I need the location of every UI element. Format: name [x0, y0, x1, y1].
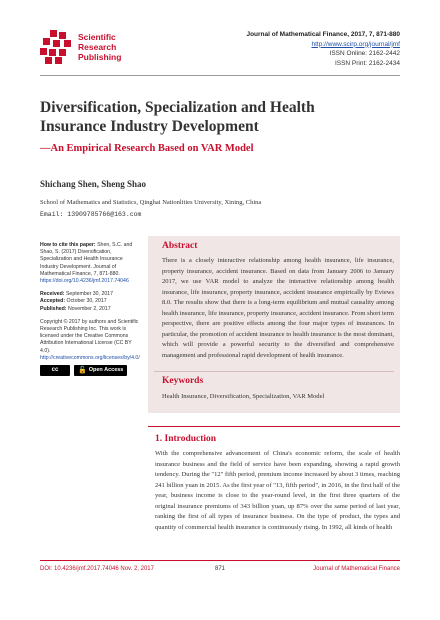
footer-doi: DOI: 10.4236/jmf.2017.74046 Nov. 2, 2017: [40, 566, 154, 572]
cc-by-badge-icon: cc: [40, 365, 70, 376]
copyright-block: Copyright © 2017 by authors and Scientific Research Publishing Inc. This work is licensed under the Creative Commons Attribution International License (CC BY 4.0). http://creativecommons.org/licenses/by/4.0/ cc 🔓 Open Access: [40, 319, 142, 376]
header-divider: [40, 75, 400, 76]
journal-url-link[interactable]: http://www.scirp.org/journal/jmf: [311, 40, 400, 48]
introduction-divider: [148, 426, 400, 427]
dates-block: Received: September 30, 2017 Accepted: October 30, 2017 Published: November 2, 2017: [40, 291, 113, 312]
introduction-heading: 1. Introduction: [155, 434, 217, 444]
footer-divider: [40, 560, 400, 561]
page-number: 871: [215, 566, 226, 572]
open-lock-icon: 🔓: [78, 366, 87, 374]
paper-title: Diversification, Specialization and Health Insurance Industry Development: [40, 99, 315, 135]
license-link[interactable]: http://creativecommons.org/licenses/by/4.0/: [40, 354, 140, 361]
publisher-name: Scientific Research Publishing: [78, 32, 122, 62]
paper-subtitle: —An Empirical Research Based on VAR Model: [40, 143, 254, 154]
abstract-text: There is a closely interactive relationship among health insurance, life insurance, property insurance, accident insurance. Based on data from January 2006 to January 2017, we use VAR model to analyze the interactive relationship among health insurance, life insurance, property insurance, accident insurance empirically by Eviews 8.0. The results show that there is a long-term equilibrium and mutual causality among health insurance, life insurance, property insurance, accident insurance. From short term perspective, there are positive effects among the four major types of insurances. In particular, the promotion of accident insurance to health insurance is the most dominant, which will provide a powerful security to the diversified and comprehensive management and professional rapid development of health insurance.: [162, 257, 394, 359]
issn-online: ISSN Online: 2162-2442: [329, 50, 400, 57]
abstract-divider: [154, 371, 394, 372]
citation-doi-link[interactable]: https://doi.org/10.4236/jmf.2017.74046: [40, 278, 129, 285]
footer-journal: Journal of Mathematical Finance: [313, 566, 400, 572]
open-access-badge: 🔓 Open Access: [74, 365, 127, 376]
keywords-heading: Keywords: [162, 376, 204, 386]
journal-citation: Journal of Mathematical Finance, 2017, 7, 871-880: [246, 31, 400, 38]
logo-grid-icon: [40, 30, 74, 64]
authors: Shichang Shen, Sheng Shao: [40, 179, 147, 189]
article-sidebar: [40, 242, 142, 382]
publisher-logo: [40, 30, 170, 70]
journal-header: [246, 30, 400, 68]
introduction-text: With the comprehensive advancement of China's economic reform, the scale of health insurance business and the field of service have been expanding, showing a rapid growth tendency. During the "12" fifth period, premium income increased by about 3 times, reaching 241 billion yuan in 2015. As the first year of "13, fifth period", in 2016, in the first half of the year, business income is close to the year-round level, in the first three quarters of the original insurance premiums of 343 billion yuan, up 87% over the same period of last year, ranking the first of all types of insurance business. On the type of product, the types and quantity of commercial health insurance is continuously rising. In 1992, all kinds of health: [155, 450, 400, 531]
citation-block: How to cite this paper: Shen, S.C. and Shao, S. (2017) Diversification, Specialization and Health Insurance Industry Development. Journal of Mathematical Finance, 7, 871-880. https://doi.org/10.4236/jmf.2017.74046: [40, 242, 133, 285]
abstract-heading: Abstract: [162, 241, 198, 251]
keywords-text: Health Insurance, Diversification, Specialization, VAR Model: [162, 393, 325, 400]
affiliation: School of Mathematics and Statistics, Qinghai Nationlities University, Xining, China: [40, 199, 262, 206]
author-email: Email: 13909785766@163.com: [40, 211, 142, 218]
issn-print: ISSN Print: 2162-2434: [334, 59, 400, 67]
